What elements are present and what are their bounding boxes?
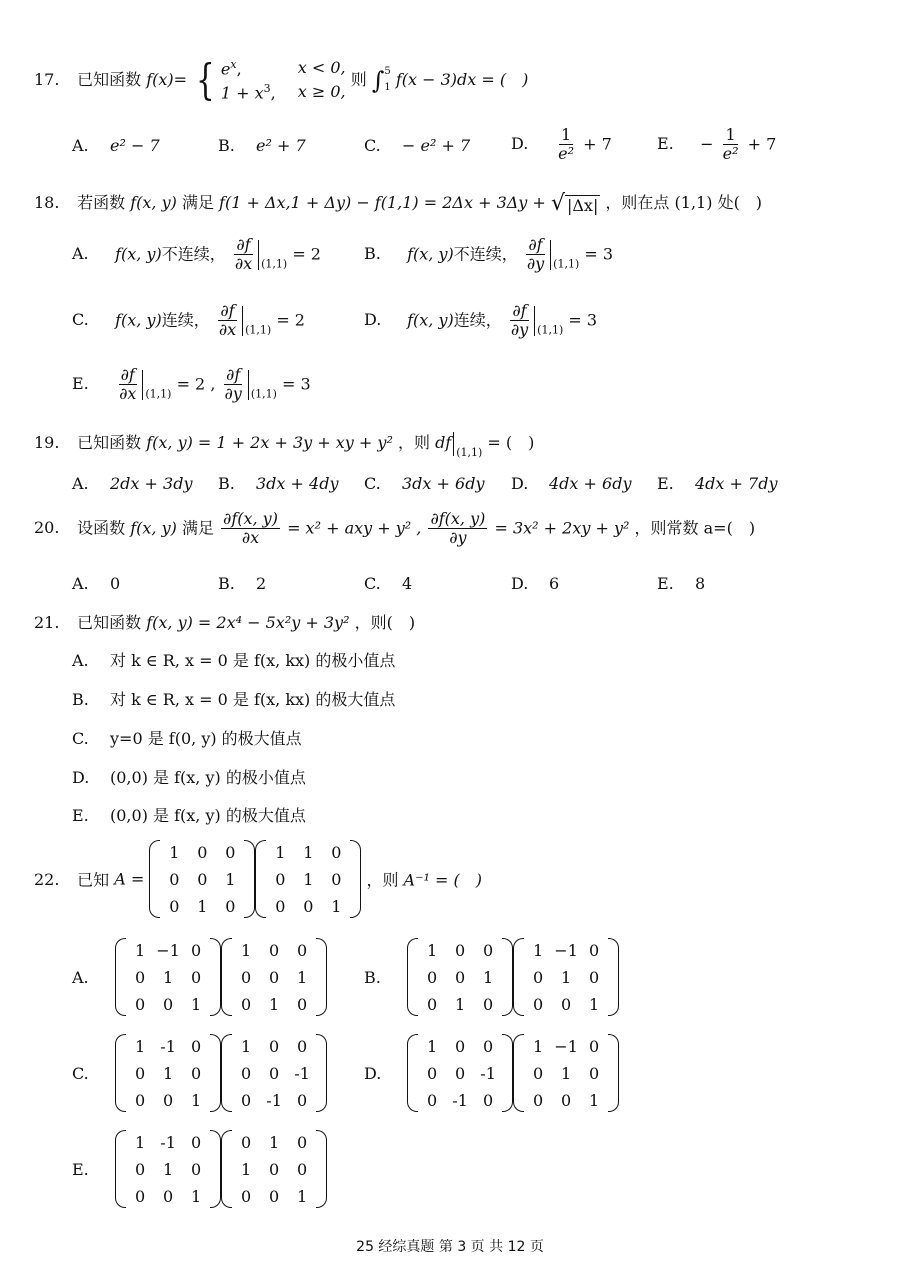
matrix-cell: 0	[455, 1063, 466, 1083]
matrix-cell: 0	[297, 1132, 308, 1152]
matrix-cell: 1	[297, 967, 308, 987]
matrix-cell: 1	[163, 1159, 174, 1179]
matrix-cell: 1	[269, 1132, 280, 1152]
option-21-c[interactable]: C. y=0 是 f(0, y) 的极大值点	[72, 729, 302, 748]
matrix-cell: 0	[483, 1036, 494, 1056]
matrix-cell: 1	[163, 1063, 174, 1083]
matrix-cell: 0	[163, 1186, 174, 1206]
matrix-cell: 0	[297, 1159, 308, 1179]
matrix	[221, 1130, 327, 1208]
option-21-a[interactable]: A. 对 k ∈ R, x = 0 是 f(x, kx) 的极小值点	[72, 651, 396, 670]
matrix-cell: -1	[160, 1132, 176, 1152]
matrix-cell: 0	[191, 940, 202, 960]
option-18-b[interactable]: B. f(x, y)不连续， $\frac{\partial f}{\partial y}$ $_{(1,1)}$ = 3	[364, 235, 613, 274]
matrix-cell: 0	[269, 967, 280, 987]
matrix-cell: 0	[297, 1036, 308, 1056]
matrix-cell: 1	[191, 994, 202, 1014]
option-20-e[interactable]: E. 8	[657, 574, 706, 593]
option-20-a[interactable]: A. 0	[72, 574, 121, 593]
matrix-cell: -1	[294, 1063, 310, 1083]
option-21-d[interactable]: D. (0,0) 是 f(x, y) 的极小值点	[72, 768, 306, 787]
matrix-cell: 0	[197, 842, 208, 862]
matrix-cell: 0	[455, 940, 466, 960]
option-20-c[interactable]: C. 4	[364, 574, 413, 593]
option-18-d[interactable]: D. f(x, y)连续， $\frac{\partial f}{\partial y}$ $_{(1,1)}$ = 3	[364, 301, 597, 340]
matrix-cell: 0	[269, 1159, 280, 1179]
matrix-cell: 1	[297, 1186, 308, 1206]
option-19-d[interactable]: D. 4dx + 6dy	[511, 474, 632, 493]
matrix	[115, 938, 221, 1016]
matrix-cell: 0	[427, 967, 438, 987]
matrix-cell: 0	[455, 967, 466, 987]
sqrt-expression: √ |Δx|	[550, 190, 599, 216]
matrix-cell: 1	[135, 1036, 146, 1056]
matrix	[407, 938, 513, 1016]
matrix-cell: 1	[427, 1036, 438, 1056]
option-19-b[interactable]: B. 3dx + 4dy	[218, 474, 339, 493]
matrix-cell: 1	[241, 1159, 252, 1179]
matrix-cell: 1	[483, 967, 494, 987]
option-19-c[interactable]: C. 3dx + 6dy	[364, 474, 485, 493]
matrix-cell: 0	[135, 1090, 146, 1110]
matrix-cell: 0	[241, 1063, 252, 1083]
matrix-cell: 1	[533, 940, 544, 960]
matrix-cell: 0	[241, 1132, 252, 1152]
option-18-e[interactable]: E. $\frac{\partial f}{\partial x}$ $_{(1,1)}$ = 2 , $\frac{\partial f}{\partial y}$ $_{(1,1)}$ = 3	[72, 365, 311, 404]
matrix-cell: 0	[135, 1159, 146, 1179]
matrix-cell: 0	[297, 940, 308, 960]
matrix-cell: 1	[303, 842, 314, 862]
matrix	[407, 1034, 513, 1112]
option-20-b[interactable]: B. 2	[218, 574, 267, 593]
matrix-cell: 1	[241, 940, 252, 960]
matrix-cell: 0	[533, 1063, 544, 1083]
option-17-c[interactable]: C. − e² + 7	[364, 136, 471, 155]
matrix-cell: 0	[331, 869, 342, 889]
matrix-cell: 0	[191, 967, 202, 987]
matrix-cell: 1	[533, 1036, 544, 1056]
matrix	[115, 1034, 221, 1112]
matrix-cell: −1	[156, 940, 180, 960]
matrix-cell: 1	[135, 940, 146, 960]
matrix-cell: 0	[589, 1036, 600, 1056]
matrix-cell: 0	[163, 1090, 174, 1110]
option-22-b[interactable]: B. 1 0 0 0 0 1 0 1 0 1 −1 0 0 1 0 0 0 1	[364, 938, 619, 1016]
matrix-cell: 0	[269, 1063, 280, 1083]
matrix-cell: 0	[191, 1063, 202, 1083]
matrix-cell: 0	[483, 994, 494, 1014]
matrix-cell: 0	[427, 1090, 438, 1110]
question-17-stem: 17. 已知函数 f(x)= { $e^x$, x < 0, $1 + x^3$, x ≥ 0, 则 ∫ 5 1 f(x − 3)dx = ( )	[34, 55, 529, 105]
matrix-cell: 0	[331, 842, 342, 862]
option-21-b[interactable]: B. 对 k ∈ R, x = 0 是 f(x, kx) 的极大值点	[72, 690, 396, 709]
matrix-cell: 0	[483, 940, 494, 960]
matrix-cell: 0	[135, 994, 146, 1014]
matrix-cell: 0	[455, 1036, 466, 1056]
page-footer: 25 经综真题 第 3 页 共 12 页	[356, 1239, 544, 1255]
matrix-cell: 0	[297, 994, 308, 1014]
matrix-cell: 0	[169, 896, 180, 916]
option-19-a[interactable]: A. 2dx + 3dy	[72, 474, 193, 493]
matrix-cell: 0	[483, 1090, 494, 1110]
matrix-cell: 0	[533, 967, 544, 987]
matrix	[513, 1034, 619, 1112]
piecewise-cases: { $e^x$, x < 0, $1 + x^3$, x ≥ 0,	[196, 55, 346, 105]
question-18-stem: 18. 若函数 f(x, y) 满足 f(1 + Δx,1 + Δy) − f(1,1) = 2Δx + 3Δy + √ |Δx| ，则在点 (1,1) 处( )	[34, 190, 763, 216]
matrix-cell: 1	[561, 967, 572, 987]
matrix-cell: 1	[225, 869, 236, 889]
option-17-a[interactable]: A. e² − 7	[72, 136, 160, 155]
option-18-a[interactable]: A. f(x, y)不连续， $\frac{\partial f}{\partial x}$ $_{(1,1)}$ = 2	[72, 235, 321, 274]
matrix-cell: -1	[480, 1063, 496, 1083]
option-17-e[interactable]: E. − $\frac{1}{\text{e²}}$ + 7	[657, 125, 777, 164]
matrix-cell: 0	[225, 842, 236, 862]
matrix-cell: 0	[191, 1159, 202, 1179]
option-22-d[interactable]: D. 1 0 0 0 0 -1 0 -1 0 1 −1 0 0 1 0 0 0 1	[364, 1034, 619, 1112]
option-18-c[interactable]: C. f(x, y)连续， $\frac{\partial f}{\partial x}$ $_{(1,1)}$ = 2	[72, 301, 305, 340]
matrix	[221, 938, 327, 1016]
matrix-cell: 0	[427, 1063, 438, 1083]
matrix-cell: 0	[269, 940, 280, 960]
matrix-cell: 0	[241, 1090, 252, 1110]
matrix-cell: 0	[269, 1186, 280, 1206]
matrix-cell: 1	[197, 896, 208, 916]
matrix-cell: 0	[297, 1090, 308, 1110]
matrix-cell: 1	[269, 994, 280, 1014]
option-22-c[interactable]: C. 1 -1 0 0 1 0 0 0 1 1 0 0 0 0 -1 0 -1 0	[72, 1034, 327, 1112]
option-17-d[interactable]: D. $\frac{1}{\text{e²}}$ + 7	[511, 125, 612, 164]
matrix-cell: 0	[589, 967, 600, 987]
matrix	[115, 1130, 221, 1208]
matrix-cell: 0	[135, 1063, 146, 1083]
matrix-cell: 0	[241, 994, 252, 1014]
matrix-cell: 1	[135, 1132, 146, 1152]
matrix-cell: −1	[554, 1036, 578, 1056]
question-21-stem: 21. 已知函数 f(x, y) = 2x⁴ − 5x²y + 3y² ，则( )	[34, 613, 416, 632]
matrix-cell: -1	[266, 1090, 282, 1110]
option-22-a[interactable]: A. 1 −1 0 0 1 0 0 0 1 1 0 0 0 0 1 0 1 0	[72, 938, 327, 1016]
matrix-cell: 0	[561, 994, 572, 1014]
matrix-cell: 1	[191, 1090, 202, 1110]
matrix-cell: 0	[191, 1036, 202, 1056]
matrix-cell: 0	[135, 1186, 146, 1206]
question-20-stem: 20. 设函数 f(x, y) 满足 $\frac{\partial f(x, y)}{\partial x}$ = x² + axy + y² , $\frac{\partial f(x, y)}{\partial y}$ = 3x² + 2xy + y² ，则常数 a=( )	[34, 509, 756, 548]
matrix-cell: 0	[427, 994, 438, 1014]
matrix-cell: 0	[275, 896, 286, 916]
matrix-cell: 0	[275, 869, 286, 889]
matrix-cell: -1	[160, 1036, 176, 1056]
matrix-cell: 0	[303, 896, 314, 916]
matrix-cell: 1	[331, 896, 342, 916]
matrix-cell: 0	[241, 1186, 252, 1206]
matrix-cell: 1	[589, 1090, 600, 1110]
matrix-cell: 0	[135, 967, 146, 987]
matrix-cell: 0	[225, 896, 236, 916]
option-17-b[interactable]: B. e² + 7	[218, 136, 306, 155]
matrix-cell: 1	[275, 842, 286, 862]
matrix-cell: 1	[427, 940, 438, 960]
matrix-cell: 0	[533, 1090, 544, 1110]
matrix	[149, 840, 255, 918]
matrix-cell: 0	[589, 1063, 600, 1083]
option-21-e[interactable]: E. (0,0) 是 f(x, y) 的极大值点	[72, 806, 306, 825]
matrix-cell: −1	[554, 940, 578, 960]
matrix-cell: 1	[455, 994, 466, 1014]
matrix-cell: 0	[191, 1132, 202, 1152]
matrix-cell: 1	[303, 869, 314, 889]
option-20-d[interactable]: D. 6	[511, 574, 560, 593]
matrix-cell: 1	[163, 967, 174, 987]
matrix-cell: -1	[452, 1090, 468, 1110]
matrix-cell: 0	[169, 869, 180, 889]
integral-sign: ∫	[371, 66, 385, 95]
matrix-cell: 1	[169, 842, 180, 862]
matrix-cell: 1	[589, 994, 600, 1014]
matrix-cell: 0	[589, 940, 600, 960]
matrix	[221, 1034, 327, 1112]
matrix	[513, 938, 619, 1016]
question-22-stem: 22. 已知 A = 1 0 0 0 0 1 0 1 0 1 1 0 0 1 0 0 0 1 ，则 A⁻¹ = ( )	[34, 840, 482, 918]
matrix-cell: 0	[197, 869, 208, 889]
matrix-cell: 0	[241, 967, 252, 987]
question-number: 17.	[34, 69, 60, 89]
matrix-cell: 0	[561, 1090, 572, 1110]
matrix-cell: 0	[163, 994, 174, 1014]
matrix-cell: 1	[561, 1063, 572, 1083]
option-19-e[interactable]: E. 4dx + 7dy	[657, 474, 778, 493]
matrix-cell: 0	[269, 1036, 280, 1056]
matrix-cell: 1	[241, 1036, 252, 1056]
option-22-e[interactable]: E. 1 -1 0 0 1 0 0 0 1 0 1 0 1 0 0 0 0 1	[72, 1130, 327, 1208]
matrix	[255, 840, 361, 918]
matrix-cell: 1	[191, 1186, 202, 1206]
question-19-stem: 19. 已知函数 f(x, y) = 1 + 2x + 3y + xy + y² ，则 $df_{(1,1)}$ = ( )	[34, 433, 535, 459]
matrix-cell: 0	[533, 994, 544, 1014]
